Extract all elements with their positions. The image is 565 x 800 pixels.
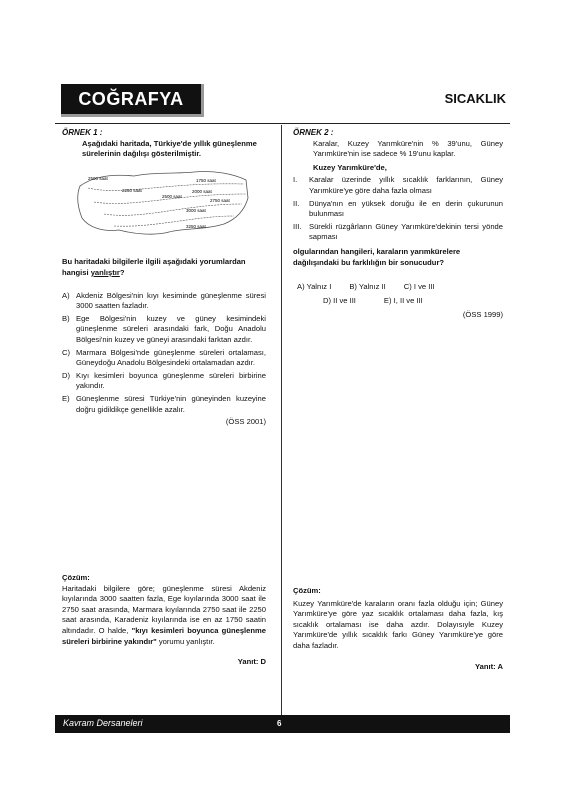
question-stem: Aşağıdaki haritada, Türkiye'de yıllık güneşlenme sürelerinin dağılışı gösterilmiştir. (82, 138, 257, 159)
page (55, 75, 510, 733)
answer: Yanıt: A (475, 661, 503, 671)
option: C) I ve III (403, 282, 435, 292)
footer (55, 715, 510, 733)
example-2 (293, 128, 503, 724)
statement: III. Sürekli rüzgârların Güney Yarımküre'dekinin tersi yönde sapması (293, 221, 503, 242)
footer-brand: Kavram Dersaneleri (63, 718, 143, 728)
option: A) Yalnız I (297, 282, 332, 292)
example-1 (62, 128, 266, 724)
subject-logo: COĞRAFYA (61, 84, 204, 117)
header (55, 75, 510, 124)
option: E) Güneşlenme süresi Türkiye'nin güneyinden kuzeyine doğru gidildikçe genellikle azalır. (62, 393, 266, 414)
statement: II. Dünya'nın en yüksek doruğu ile en derin çukurunun bulunması (293, 198, 503, 219)
topic-title: SICAKLIK (444, 91, 506, 106)
question-text: olgularından hangileri, karaların yarımkürelere dağılışındaki bu farklılığın bir sonucudur? (293, 246, 461, 267)
map-label: 2250 saat (122, 187, 142, 193)
solution-text: Haritadaki bilgilere göre; güneşlenme süresi Akdeniz kıyılarında 3000 saatten fazla, Ege kıyılarında 3000 saat ile 2750 saat arasında, Marmara kıyılarında 2750 saat ile 2250 saat arasında, Karadeniz kıyılarında ise en az 1750 saatin altındadır. O halde, "kıyı kesimleri boyunca güneşlenme süreleri birbirine yakındır" yorumu yanlıştır. (62, 583, 266, 646)
solution-text: Kuzey Yarımküre'de karaların oranı fazla olduğu için; Güney Yarımküre'ye göre yaz sıcaklık ortalaması daha fazla, kış sıcaklık ortalaması ise daha azdır. Dolayısıyle Kuzey Yarımküre'de yıllık sıcaklık farkı Güney Yarımküre'ye göre daha fazladır. (293, 598, 503, 650)
map-label: 3000 saat (186, 207, 206, 213)
statement: I. Karalar üzerinde yıllık sıcaklık farklarının, Güney Yarımküre'ye göre daha fazla olması (293, 175, 503, 195)
map-label: 2500 saat (88, 175, 108, 181)
turkey-sunshine-map (74, 168, 252, 240)
page-number: 6 (277, 719, 282, 728)
option: E) I, II ve III (383, 295, 423, 305)
solution-label: Çözüm: (293, 586, 321, 595)
solution (62, 573, 266, 668)
option: B) Yalnız II (349, 282, 386, 292)
option: A) Akdeniz Bölgesi'nin kıyı kesiminde güneşlenme süresi 3000 saatten fazladır. (62, 290, 266, 311)
answer: Yanıt: D (237, 657, 266, 667)
statements-list (293, 175, 503, 243)
options-grid (293, 282, 503, 306)
option: D) II ve III (323, 295, 356, 305)
options-list (62, 291, 266, 416)
intro-text: Karalar, Kuzey Yarımküre'nin % 39'unu, Güney Yarımküre'nin ise sadece % 19'unu kaplar. (313, 138, 503, 159)
question-text: Bu haritadaki bilgilerle ilgili aşağıdaki yorumlardan hangisi yanlıştır? (62, 257, 246, 277)
solution (293, 586, 503, 672)
source-citation: (ÖSS 1999) (462, 310, 503, 320)
map-label: 3250 saat (186, 223, 206, 229)
option: B) Ege Bölgesi'nin kuzey ve güney kesimindeki güneşlenme süreleri arasındaki fark, Doğu Anadolu Bölgesi'nin kuzey ve güneyi arasındaki farktan azdır. (62, 313, 266, 344)
option: D) Kıyı kesimleri boyunca güneşlenme süreleri birbirine yakındır. (62, 370, 266, 391)
underlined-word: yanlıştır (90, 267, 120, 277)
map-label: 2750 saat (210, 197, 230, 203)
map-label: 1750 saat (196, 177, 216, 183)
solution-label: Çözüm: (62, 573, 90, 582)
sub-label: Kuzey Yarımküre'de, (313, 162, 387, 172)
map-label: 2000 saat (192, 188, 212, 194)
column-divider (281, 125, 282, 721)
example-label: ÖRNEK 2 : (293, 128, 334, 137)
example-label: ÖRNEK 1 : (62, 128, 103, 137)
source-citation: (ÖSS 2001) (225, 417, 266, 427)
map-label: 2500 saat (162, 193, 182, 199)
option: C) Marmara Bölgesi'nde güneşlenme süreleri ortalaması, Güneydoğu Anadolu Bölgesindeki ortalamadan azdır. (62, 347, 266, 368)
